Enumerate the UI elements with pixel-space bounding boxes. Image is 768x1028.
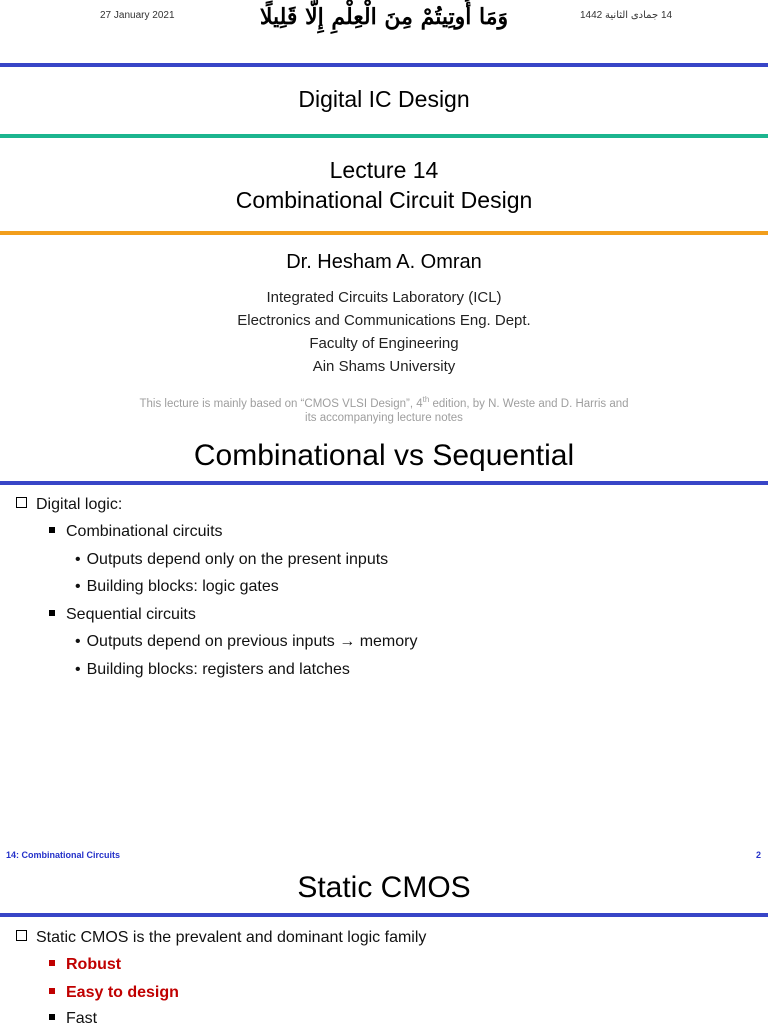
right-arrow-icon: → <box>339 633 356 650</box>
slide2-title: Combinational vs Sequential <box>193 439 575 472</box>
lecture-number: Lecture 14 <box>329 157 439 183</box>
hollow-square-bullet-icon <box>16 930 27 941</box>
affiliation-university: Ain Shams University <box>312 358 456 375</box>
dot-bullet-icon: • <box>75 661 81 678</box>
teal-rule <box>0 134 768 138</box>
square-bullet-icon <box>49 610 55 616</box>
affiliation-lab: Integrated Circuits Laboratory (ICL) <box>266 289 502 306</box>
orange-rule <box>0 231 768 235</box>
list-item-level2: Easy to design <box>49 984 179 1002</box>
hollow-square-bullet-icon <box>16 497 27 508</box>
header-arabic-verse: وَمَا أُوتِيتُمْ مِنَ الْعِلْمِ إِلَّا قَلِيلًا <box>259 4 509 30</box>
list-item-level3: • Building blocks: registers and latches <box>75 661 350 678</box>
list-item-level1: Digital logic: <box>16 496 122 514</box>
course-title: Digital IC Design <box>298 86 470 112</box>
lecture-title: Combinational Circuit Design <box>235 187 533 213</box>
square-bullet-icon <box>49 527 55 533</box>
footer-page-number: 2 <box>756 850 762 860</box>
header-hijri-date: 14 جمادى الثانية 1442 <box>580 10 673 21</box>
affiliation-faculty: Faculty of Engineering <box>309 335 459 352</box>
blue-rule-slide3 <box>0 913 768 917</box>
list-item-level2: Sequential circuits <box>49 606 196 624</box>
list-item-level1: Static CMOS is the prevalent and dominant logic family <box>16 929 426 947</box>
dot-bullet-icon: • <box>75 551 81 568</box>
slide3-title: Static CMOS <box>297 871 471 904</box>
footer-section-label: 14: Combinational Circuits <box>6 850 121 860</box>
list-item-level2: Fast <box>49 1010 97 1028</box>
list-item-level2: Robust <box>49 956 121 974</box>
list-item-level3: • Outputs depend only on the present inputs <box>75 551 389 568</box>
dot-bullet-icon: • <box>75 578 81 595</box>
list-item-level3: • Building blocks: logic gates <box>75 578 279 595</box>
source-note-line1: This lecture is mainly based on “CMOS VLSI Design”, 4th edition, by N. Weste and D. Harris and <box>139 395 629 410</box>
square-bullet-icon <box>49 988 55 994</box>
affiliation-dept: Electronics and Communications Eng. Dept. <box>237 312 531 329</box>
author-name: Dr. Hesham A. Omran <box>286 251 482 273</box>
source-note-line2: its accompanying lecture notes <box>305 412 463 424</box>
square-bullet-icon <box>49 1014 55 1020</box>
list-item-level2: Combinational circuits <box>49 523 223 541</box>
header-date: 27 January 2021 <box>100 10 175 21</box>
blue-rule-slide2 <box>0 481 768 485</box>
dot-bullet-icon: • <box>75 633 81 650</box>
list-item-level3: • Outputs depend on previous inputs → memory <box>75 633 418 650</box>
square-bullet-icon <box>49 960 55 966</box>
blue-rule-top <box>0 63 768 67</box>
